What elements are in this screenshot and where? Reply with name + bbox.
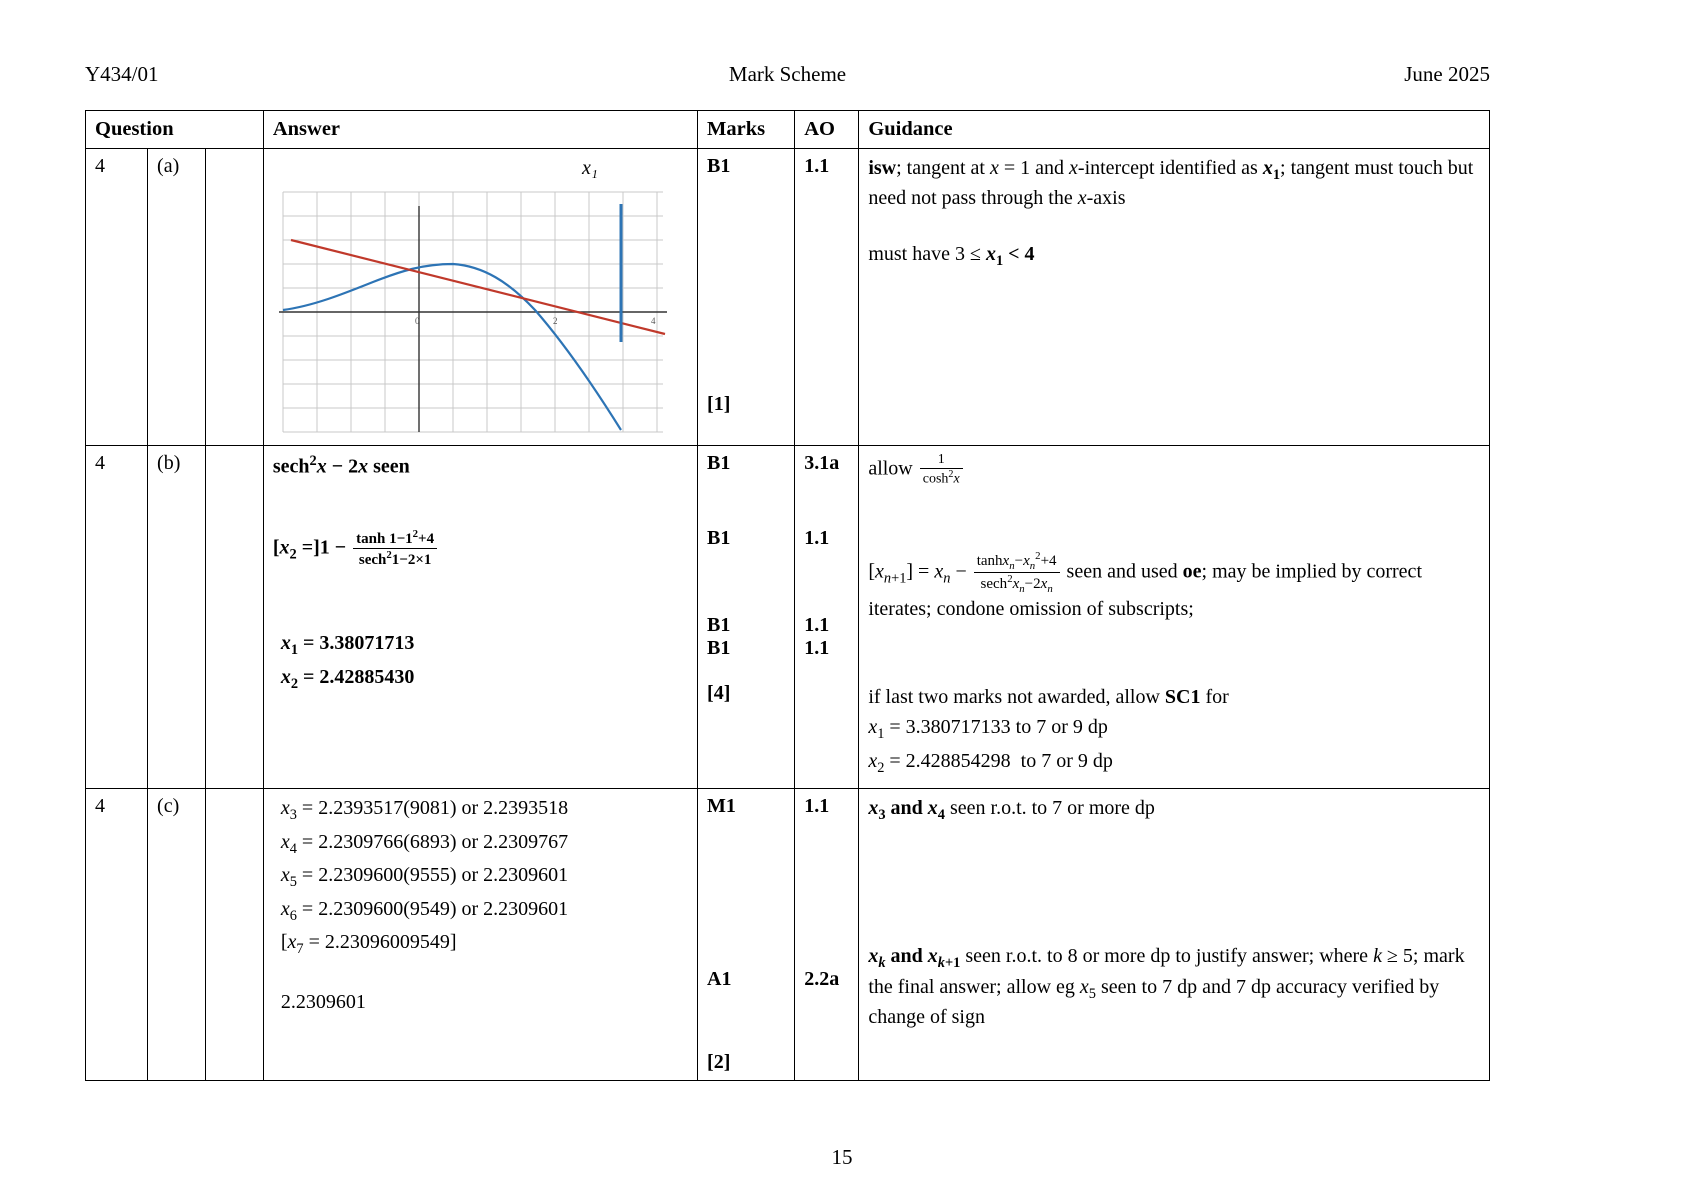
svg-text:0: 0 — [414, 316, 420, 326]
question-subpart — [205, 446, 263, 789]
guidance-cell — [859, 789, 1490, 1081]
graph-figure — [273, 157, 678, 439]
answer-line: $x_4 = 2.2309766(6893)$ or 2.2309767 — [280, 830, 569, 857]
guidance-cell — [859, 149, 1490, 446]
mark-code: M1 — [707, 795, 736, 818]
ao-code: 1.1 — [804, 527, 830, 549]
guidance-cell — [859, 446, 1490, 789]
guidance-line: must have $3 \le x_1 < 4$ — [868, 243, 1035, 270]
marks-cell — [698, 789, 795, 1081]
graph-svg — [273, 182, 673, 437]
ao-cell — [795, 446, 859, 789]
question-number: 4 — [86, 149, 148, 446]
guidance-line: $x_2 = 2.428854298$ to 7 or 9 dp — [868, 750, 1113, 777]
answer-line: $x_5 = 2.2309600(9555)$ or 2.2309601 — [280, 864, 569, 891]
question-number: 4 — [86, 446, 148, 789]
svg-text:4: 4 — [650, 316, 656, 326]
page-header — [85, 62, 1490, 92]
answer-line: $[x_2 =]1$ − $\frac{\tanh 1-1^2+4}{\sec h^21-2\times 1}$ — [273, 528, 688, 570]
guidance-line: $x_3$ and $x_4$ seen r.o.t. to 7 or more dp — [868, 797, 1155, 824]
mark-scheme-table — [85, 110, 1490, 1081]
answer-line: sech$^2$x − 2x seen — [272, 453, 410, 478]
graph-x1-label: x₁ — [581, 157, 598, 179]
marks-cell — [698, 149, 795, 446]
answer-line: $x_2 = 2.42885430$ — [280, 665, 415, 692]
ao-code: 1.1 — [804, 614, 830, 636]
question-subpart — [205, 149, 263, 446]
ao-code: 1.1 — [804, 795, 830, 818]
marks-cell — [698, 446, 795, 789]
marks-total: [1] — [707, 393, 731, 415]
answer-cell-graph — [263, 149, 697, 446]
ao-cell — [795, 789, 859, 1081]
ao-code: 3.1a — [804, 452, 840, 474]
table-row — [86, 789, 1490, 1081]
guidance-line: allow $\frac{1}{\cosh^2x}$ — [868, 452, 1480, 488]
question-part: (b) — [148, 446, 206, 789]
guidance-line: $x_1 = 3.380717133$ to 7 or 9 dp — [868, 716, 1108, 743]
table-header-row — [86, 111, 1490, 149]
paper-code: Y434/01 — [85, 62, 159, 86]
answer-line: 2.2309601 — [280, 990, 366, 1013]
answer-line: $x_3 = 2.2393517(9081)$ or 2.2393518 — [280, 797, 569, 824]
question-subpart — [205, 789, 263, 1081]
ao-code: 2.2a — [804, 968, 840, 991]
guidance-line: if last two marks not awarded, allow SC1 for — [868, 686, 1229, 709]
marks-total: [4] — [707, 682, 731, 704]
svg-text:2: 2 — [552, 316, 558, 326]
mark-code: B1 — [707, 614, 731, 636]
ao-code: 1.1 — [804, 155, 830, 177]
page-number: 15 — [831, 1145, 853, 1169]
column-header-ao: AO — [795, 111, 859, 149]
column-header-question: Question — [86, 111, 264, 149]
column-header-guidance: Guidance — [859, 111, 1490, 149]
answer-cell — [263, 789, 697, 1081]
table-row — [86, 149, 1490, 446]
answer-line: $x_6 = 2.2309600(9549)$ or 2.2309601 — [280, 897, 569, 924]
table-row — [86, 446, 1490, 789]
mark-code: A1 — [707, 968, 732, 991]
document-title: Mark Scheme — [728, 62, 847, 86]
guidance-line: $x_k$ and $x_{k+1}$ seen r.o.t. to 8 or more dp to justify answer; where k ≥ 5; mark the final answer; allow eg $x_5$ seen to 7 dp and 7 dp accuracy verified by change of sign — [868, 945, 1465, 1028]
question-part: (a) — [148, 149, 206, 446]
marks-total: [2] — [707, 1051, 731, 1074]
question-part: (c) — [148, 789, 206, 1081]
guidance-line: $[x_{n+1}] = x_n$ − $\frac{\tanh x_n-x_n^2+4}{\sec h^2x_n-2x_n}$ seen and used oe; may be implied by correct iterates; condone omission of subscripts; — [868, 549, 1422, 620]
answer-line: $x_1 = 3.38071713$ — [280, 632, 415, 659]
mark-code: B1 — [707, 637, 731, 659]
column-header-answer: Answer — [263, 111, 697, 149]
mark-code: B1 — [707, 452, 731, 474]
column-header-marks: Marks — [698, 111, 795, 149]
ao-cell — [795, 149, 859, 446]
exam-date: June 2025 — [1404, 62, 1490, 86]
answer-cell — [263, 446, 697, 789]
guidance-line: isw; tangent at x = 1 and x-intercept identified as $x_1$; tangent must touch but need not pass through the x-axis — [868, 157, 1474, 210]
mark-code: B1 — [707, 155, 731, 177]
answer-line: $[x_7 = 2.23096009549]$ — [280, 931, 457, 958]
question-number: 4 — [86, 789, 148, 1081]
ao-code: 1.1 — [804, 637, 830, 659]
mark-code: B1 — [707, 527, 731, 549]
